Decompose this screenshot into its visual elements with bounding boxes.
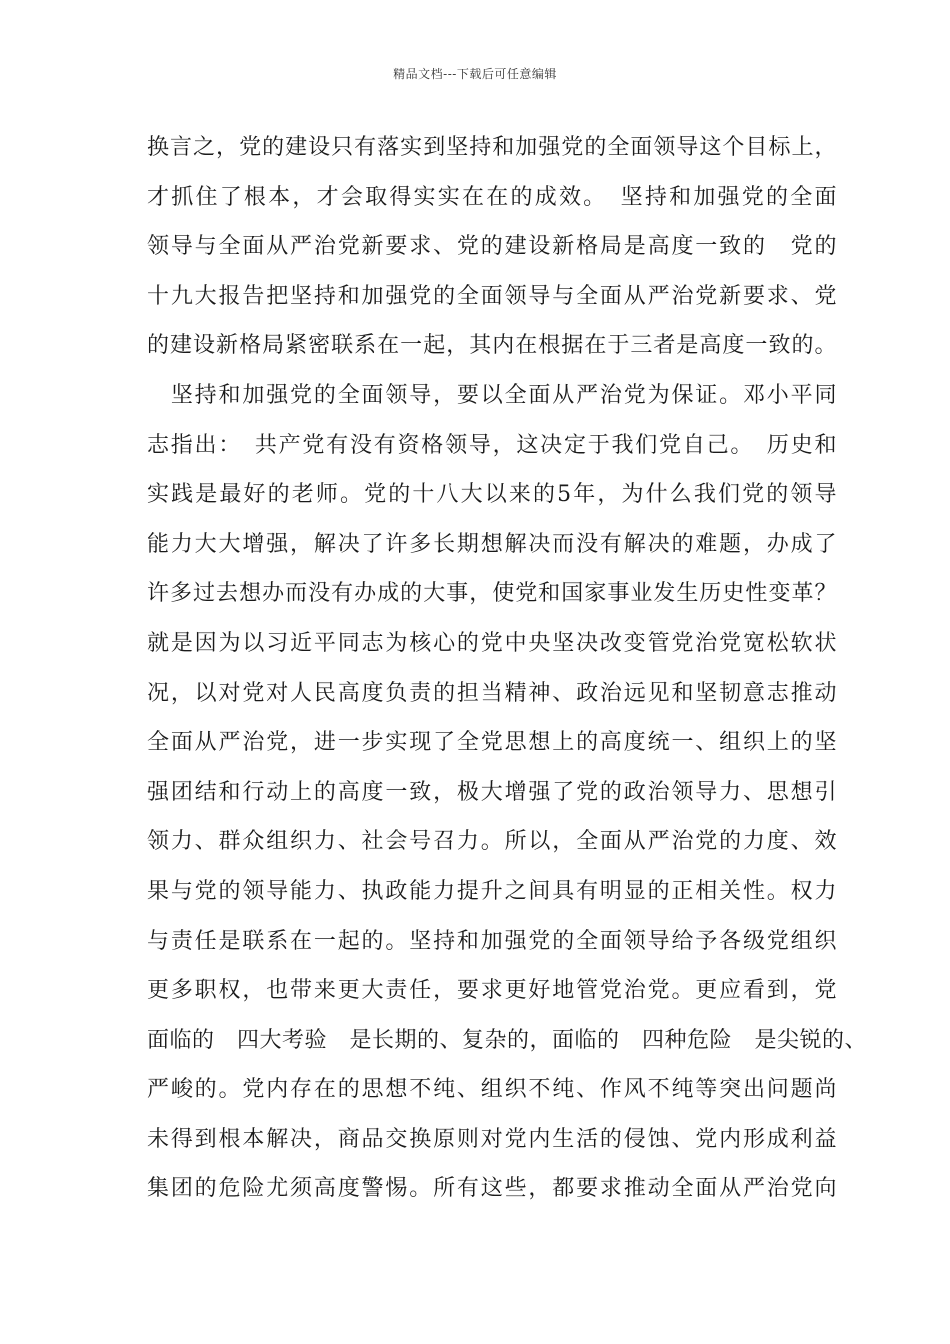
text-line: 才抓住了根本，才会取得实实在在的成效。 坚持和加强党的全面 xyxy=(147,184,837,210)
text-line: 况，以对党对人民高度负责的担当精神、政治远见和坚韧意志推动 xyxy=(147,680,837,706)
text-line: 果与党的领导能力、执政能力提升之间具有明显的正相关性。权力 xyxy=(147,878,837,904)
text-line: 领导与全面从严治党新要求、党的建设新格局是高度一致的 党的 xyxy=(147,234,837,260)
text-line: 面临的 四大考验 是长期的、复杂的，面临的 四种危险 是尖锐的、 xyxy=(147,1027,868,1053)
text-line: 集团的危险尤须高度警惕。所有这些，都要求推动全面从严治党向 xyxy=(147,1176,837,1202)
text-line: 全面从严治党，进一步实现了全党思想上的高度统一、组织上的坚 xyxy=(147,730,837,756)
body-text xyxy=(147,131,868,1222)
text-line: 的建设新格局紧密联系在一起，其内在根据在于三者是高度一致的。 xyxy=(147,333,837,359)
text-line: 十九大报告把坚持和加强党的全面领导与全面从严治党新要求、党 xyxy=(147,283,837,309)
text-line: 严峻的。党内存在的思想不纯、组织不纯、作风不纯等突出问题尚 xyxy=(147,1077,837,1103)
text-line: 未得到根本解决，商品交换原则对党内生活的侵蚀、党内形成利益 xyxy=(147,1126,837,1152)
text-line: 志指出： 共产党有没有资格领导，这决定于我们党自己。 历史和 xyxy=(147,432,837,458)
text-line: 更多职权，也带来更大责任，要求更好地管党治党。更应看到，党 xyxy=(147,978,837,1004)
text-line: 与责任是联系在一起的。坚持和加强党的全面领导给予各级党组织 xyxy=(147,928,837,954)
text-line: 许多过去想办而没有办成的大事，使党和国家事业发生历史性变革？ xyxy=(147,581,837,607)
text-line: 领力、群众组织力、社会号召力。所以，全面从严治党的力度、效 xyxy=(147,829,837,855)
page-header: 精品文档---下载后可任意编辑 xyxy=(393,67,557,81)
text-line: 就是因为以习近平同志为核心的党中央坚决改变管党治党宽松软状 xyxy=(147,630,837,656)
text-line: 能力大大增强，解决了许多长期想解决而没有解决的难题，办成了 xyxy=(147,531,837,557)
text-line: 实践是最好的老师。党的十八大以来的5年，为什么我们党的领导 xyxy=(147,482,837,508)
text-line: 强团结和行动上的高度一致，极大增强了党的政治领导力、思想引 xyxy=(147,779,837,805)
text-line: 换言之，党的建设只有落实到坚持和加强党的全面领导这个目标上， xyxy=(147,135,837,160)
text-line: 坚持和加强党的全面领导，要以全面从严治党为保证。邓小平同 xyxy=(147,382,837,408)
